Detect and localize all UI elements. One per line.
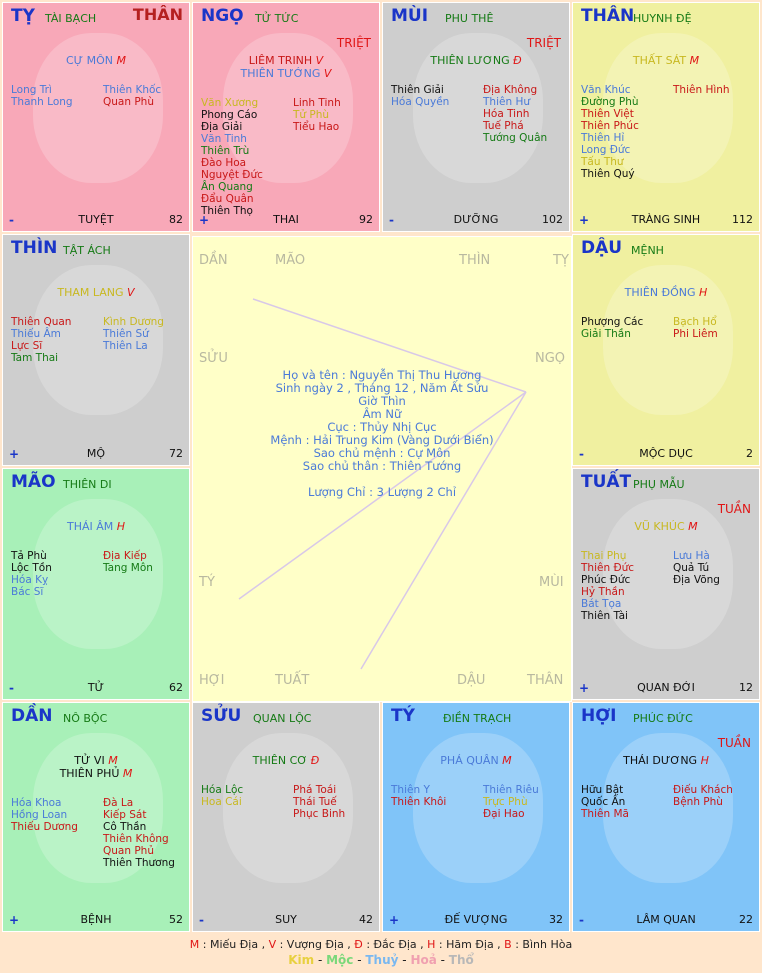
minor-star: Quả Tú — [673, 562, 710, 574]
minor-star: Thiên Y — [391, 784, 430, 796]
minor-star: Quan Phù — [103, 96, 154, 108]
palace-name: SỬU — [201, 706, 242, 726]
palace-hoi — [572, 702, 760, 932]
center-branch-label: TUẤT — [275, 673, 310, 688]
minor-star: Hóa Quyền — [391, 96, 450, 108]
age-number: 52 — [169, 913, 183, 926]
age-number: 22 — [739, 913, 753, 926]
age-number: 42 — [359, 913, 373, 926]
minor-star: Hữu Bật — [581, 784, 624, 796]
age-number: 82 — [169, 213, 183, 226]
yin-yang-sign: + — [579, 213, 590, 227]
minor-stars-right — [673, 316, 718, 340]
minor-star: Bát Tọa — [581, 598, 622, 610]
star-strength-tag: H — [697, 754, 709, 767]
minor-stars-right — [103, 797, 175, 869]
minor-star: Thiên Hỉ — [581, 132, 625, 144]
house-name: NÔ BỘC — [63, 712, 108, 725]
palace-name: THÌN — [11, 238, 58, 258]
major-star — [573, 755, 759, 767]
star-strength-tag: Đ — [307, 754, 320, 767]
palace-name: MÙI — [391, 6, 429, 26]
minor-star: Thiên Quý — [581, 168, 635, 180]
minor-star: Long Đức — [581, 144, 631, 156]
age-number: 112 — [732, 213, 753, 226]
age-number: 72 — [169, 447, 183, 460]
palace-name: NGỌ — [201, 6, 244, 26]
house-name: TỬ TỨC — [255, 12, 299, 25]
legend: M : Miếu Địa , V : Vượng Địa , Đ : Đắc Địa , H : Hãm Địa , B : Bình Hòa — [189, 938, 573, 951]
star-strength-tag: V — [312, 54, 324, 67]
major-star-name: CỰ MÔN — [66, 54, 113, 67]
star-strength-tag: Đ — [509, 54, 522, 67]
life-phase: TỬ — [87, 681, 105, 694]
minor-star: Ân Quang — [201, 181, 253, 193]
separator: - — [353, 953, 366, 967]
than-marker: THÂN — [132, 5, 183, 24]
yin-yang-sign: - — [579, 447, 584, 461]
minor-star: Thiên Giải — [391, 84, 444, 96]
center-branch-label: SỬU — [199, 351, 228, 366]
center-branch-label: THÌN — [459, 253, 491, 268]
palace-name: DẦN — [11, 706, 53, 726]
minor-star: Trực Phù — [483, 796, 528, 808]
minor-stars-left — [581, 316, 643, 340]
major-star-name: THAM LANG — [57, 286, 124, 299]
palace-mao — [2, 468, 190, 700]
age-number: 102 — [542, 213, 563, 226]
life-phase: MỘ — [86, 447, 106, 460]
element-0: Kim — [288, 953, 315, 967]
minor-star: Hóa Tinh — [483, 108, 530, 120]
life-phase: DƯỠNG — [453, 213, 499, 226]
info-line: Âm Nữ — [362, 407, 402, 421]
palace-thin — [2, 234, 190, 466]
separator: - — [314, 953, 327, 967]
age-number: 62 — [169, 681, 183, 694]
minor-star: Kiếp Sát — [103, 809, 147, 821]
minor-star: Văn Khúc — [581, 84, 631, 96]
house-name: TÀI BẠCH — [45, 12, 97, 25]
minor-stars-left — [581, 784, 629, 820]
major-star — [573, 521, 759, 533]
info-line: Sao chủ mệnh : Cự Môn — [313, 446, 451, 460]
minor-stars-left — [201, 97, 263, 217]
palace-tuat — [572, 468, 760, 700]
life-phase: ĐẾ VƯỢNG — [444, 913, 508, 926]
minor-star: Phượng Các — [581, 316, 644, 328]
major-star-name: TỬ VI — [74, 754, 105, 767]
center-branch-label: TÝ — [199, 575, 215, 590]
minor-star: Địa Không — [483, 84, 538, 96]
triet-tuan-marker: TRIỆT — [336, 36, 371, 50]
minor-star: Thiên Không — [103, 833, 169, 845]
house-name: QUAN LỘC — [253, 712, 312, 725]
horoscope-board — [2, 2, 760, 932]
minor-stars-left — [201, 784, 243, 808]
center-branch-label: DẬU — [457, 673, 486, 688]
yin-yang-sign: - — [199, 913, 204, 927]
major-star — [3, 521, 189, 533]
major-star-name: THIÊN CƠ — [252, 754, 308, 767]
minor-star: Linh Tinh — [293, 97, 341, 109]
major-star-name: THIÊN TƯỚNG — [240, 67, 321, 80]
minor-star: Tấu Thư — [581, 156, 624, 168]
minor-stars-right — [103, 550, 153, 574]
age-number: 32 — [549, 913, 563, 926]
info-line: Giờ Thìn — [358, 394, 406, 408]
triet-tuan-marker: TUẦN — [717, 502, 751, 516]
minor-star: Đường Phù — [581, 96, 639, 108]
house-name: TẬT ÁCH — [63, 244, 111, 257]
palace-ty — [2, 2, 190, 232]
major-star-name: THIÊN ĐỒNG — [624, 286, 696, 299]
palace-name: MÃO — [11, 472, 56, 492]
major-star — [193, 55, 379, 67]
house-name: MỆNH — [631, 244, 664, 257]
minor-star: Thiên Hình — [673, 84, 730, 96]
center-branch-label: MÃO — [275, 253, 306, 268]
yin-yang-sign: + — [9, 913, 20, 927]
house-name: ĐIỀN TRẠCH — [443, 712, 512, 725]
element-4: Thổ — [448, 953, 474, 967]
palace-name: TÝ — [391, 706, 415, 726]
minor-stars-right — [293, 97, 341, 133]
star-strength-tag: H — [113, 520, 126, 533]
star-strength-tag: M — [686, 54, 700, 67]
minor-star: Cô Thần — [103, 821, 147, 833]
minor-star: Thiên Hư — [483, 96, 530, 108]
major-star-name: THẤT SÁT — [632, 54, 687, 67]
minor-star: Thiên Quan — [11, 316, 72, 328]
yin-yang-sign: + — [199, 213, 210, 227]
yin-yang-sign: - — [9, 681, 14, 695]
palace-dan — [2, 702, 190, 932]
age-number: 2 — [746, 447, 753, 460]
info-line: Sao chủ thân : Thiên Tướng — [302, 459, 462, 473]
major-star-name: PHÁ QUÂN — [440, 754, 499, 767]
info-line: Sinh ngày 2 , Tháng 12 , Năm Ất Sửu — [275, 381, 489, 395]
palace-name: THÂN — [581, 6, 635, 26]
minor-stars-left — [581, 84, 639, 180]
star-strength-tag: V — [320, 67, 332, 80]
star-strength-tag: H — [695, 286, 708, 299]
minor-star: Thiên Mã — [581, 808, 629, 820]
minor-stars-right — [103, 84, 161, 108]
minor-stars-left — [391, 84, 449, 108]
element-2: Thuỷ — [365, 953, 399, 967]
minor-star: Đẩu Quân — [201, 193, 254, 205]
minor-star: Tử Phù — [293, 109, 330, 121]
life-phase: MỘC DỤC — [639, 447, 693, 460]
yin-yang-sign: + — [389, 913, 400, 927]
life-phase: QUAN ĐỚI — [637, 681, 695, 694]
element-1: Mộc — [326, 953, 354, 967]
minor-stars-left — [11, 550, 52, 598]
minor-star: Hóa Kỵ — [11, 574, 49, 586]
info-line: Lượng Chỉ : 3 Lượng 2 Chỉ — [307, 485, 457, 499]
minor-star: Tiểu Hao — [293, 121, 340, 133]
minor-star: Tam Thai — [11, 352, 59, 364]
major-star-name: THÁI ÂM — [66, 520, 114, 533]
minor-stars-right — [483, 84, 547, 144]
minor-star: Văn Tinh — [201, 133, 247, 145]
minor-star: Nguyệt Đức — [201, 169, 263, 181]
minor-star: Lực Sĩ — [11, 340, 43, 352]
minor-star: Thiên Khôi — [391, 796, 447, 808]
minor-star: Tuế Phá — [483, 120, 524, 132]
palace-name: TỴ — [11, 6, 35, 26]
minor-stars-right — [483, 784, 539, 820]
minor-star: Thiên Đức — [581, 562, 635, 574]
major-star — [573, 55, 759, 67]
major-star — [3, 755, 189, 767]
minor-star: Địa Võng — [673, 574, 720, 586]
center-branch-label: TỴ — [553, 253, 569, 268]
minor-star: Giải Thần — [581, 328, 631, 340]
star-strength-tag: M — [684, 520, 698, 533]
minor-star: Địa Kiếp — [103, 550, 147, 562]
palace-name: TUẤT — [581, 472, 632, 492]
house-name: HUYNH ĐỆ — [633, 12, 692, 25]
minor-star: Tả Phù — [11, 550, 47, 562]
major-star — [193, 68, 379, 80]
major-star — [193, 755, 379, 767]
minor-star: Thiên Tài — [581, 610, 628, 622]
star-strength-tag: M — [113, 54, 126, 67]
yin-yang-sign: + — [9, 447, 20, 461]
minor-star: Tang Môn — [103, 562, 153, 574]
minor-star: Phục Binh — [293, 808, 346, 820]
minor-star: Hồng Loan — [11, 809, 68, 821]
minor-star: Đại Hao — [483, 808, 525, 820]
minor-star: Thanh Long — [11, 96, 73, 108]
age-number: 12 — [739, 681, 753, 694]
minor-star: Điếu Khách — [673, 784, 733, 796]
minor-star: Hóa Khoa — [11, 797, 62, 809]
major-star — [3, 287, 189, 299]
minor-star: Thiên Trù — [201, 145, 250, 157]
minor-star: Quốc Ấn — [581, 796, 626, 808]
life-phase: TRÀNG SINH — [631, 213, 701, 226]
house-name: PHÚC ĐỨC — [633, 712, 693, 725]
minor-star: Thiên Khốc — [103, 84, 162, 96]
center-branch-label: MÙI — [539, 575, 564, 590]
palace-suu — [192, 702, 380, 932]
life-phase: TUYỆT — [78, 213, 114, 226]
major-star — [383, 55, 569, 67]
life-phase: THAI — [273, 213, 299, 226]
triet-tuan-marker: TUẦN — [717, 736, 751, 750]
minor-stars-right — [673, 550, 720, 586]
minor-star: Kình Dương — [103, 316, 164, 328]
minor-star: Đà La — [103, 797, 134, 809]
center-branch-label: NGỌ — [535, 351, 566, 366]
minor-star: Phúc Đức — [581, 574, 631, 586]
center-panel — [192, 236, 572, 702]
minor-star: Phá Toái — [293, 784, 337, 796]
palace-mui — [382, 2, 570, 232]
life-phase: BỆNH — [80, 913, 112, 926]
minor-star: Thiên Việt — [581, 108, 634, 120]
minor-star: Hoa Cái — [201, 796, 242, 808]
minor-stars-left — [11, 797, 78, 833]
minor-stars-right — [293, 784, 345, 820]
minor-star: Hóa Lộc — [201, 784, 244, 796]
center-branch-label: DẦN — [199, 253, 228, 268]
center-branch-label: THÂN — [527, 673, 564, 688]
minor-star: Quan Phủ — [103, 845, 154, 857]
minor-stars-left — [11, 316, 71, 364]
palace-name: HỢI — [581, 706, 617, 726]
minor-star: Văn Xương — [201, 97, 259, 109]
palace-ty2 — [382, 702, 570, 932]
major-star — [3, 768, 189, 780]
minor-star: Thiên Phúc — [581, 120, 639, 132]
minor-star: Bác Sĩ — [11, 586, 44, 598]
minor-star: Đào Hoa — [201, 157, 247, 169]
minor-star: Tướng Quân — [483, 132, 548, 144]
separator: - — [398, 953, 411, 967]
palace-ngo — [192, 2, 380, 232]
center-branch-label: HỢI — [199, 673, 225, 688]
minor-star: Thai Phụ — [581, 550, 627, 562]
minor-star: Thiên Riêu — [483, 784, 539, 796]
major-star-name: THIÊN LƯƠNG — [430, 54, 510, 67]
minor-star: Hỷ Thần — [581, 586, 625, 598]
yin-yang-sign: - — [9, 213, 14, 227]
elements-legend — [0, 953, 762, 967]
element-3: Hoả — [410, 953, 437, 967]
major-star-name: LIÊM TRINH — [248, 54, 313, 67]
minor-star: Long Trì — [11, 84, 52, 96]
major-star-name: THIÊN PHỦ — [59, 767, 120, 780]
minor-star: Thiên Thương — [103, 857, 175, 869]
minor-star: Thiếu Âm — [11, 328, 61, 340]
info-line: Họ và tên : Nguyễn Thị Thu Hương — [282, 368, 482, 382]
major-star-name: VŨ KHÚC — [634, 520, 685, 533]
house-name: PHỤ MẪU — [633, 478, 685, 491]
life-phase: LÂM QUAN — [636, 913, 696, 926]
minor-star: Phi Liêm — [673, 328, 718, 340]
separator: - — [436, 953, 449, 967]
life-phase: SUY — [275, 913, 297, 926]
minor-star: Thái Tuế — [293, 796, 337, 808]
yin-yang-sign: - — [389, 213, 394, 227]
minor-star: Bạch Hổ — [673, 316, 717, 328]
major-star — [383, 755, 569, 767]
minor-star: Địa Giải — [201, 121, 243, 133]
minor-stars-left — [581, 550, 634, 622]
star-strength-tag: V — [123, 286, 135, 299]
minor-star: Thiên La — [103, 340, 148, 352]
minor-stars-right — [673, 784, 733, 808]
yin-yang-sign: - — [579, 913, 584, 927]
palace-dau — [572, 234, 760, 466]
palace-name: DẬU — [581, 238, 623, 258]
house-name: PHU THÊ — [445, 12, 494, 25]
minor-star: Bệnh Phù — [673, 796, 723, 808]
yin-yang-sign: + — [579, 681, 590, 695]
info-line: Cục : Thủy Nhị Cục — [327, 420, 437, 434]
major-star-name: THÁI DƯƠNG — [623, 754, 698, 767]
minor-star: Thiên Thọ — [201, 205, 253, 217]
minor-stars-left — [11, 84, 73, 108]
minor-star: Lưu Hà — [673, 550, 710, 562]
minor-star: Thiên Sứ — [103, 328, 149, 340]
star-strength-tag: M — [119, 767, 133, 780]
person-info — [193, 369, 571, 499]
minor-stars-right — [673, 84, 730, 96]
star-strength-tag: M — [498, 754, 512, 767]
minor-star: Phong Cáo — [201, 109, 258, 121]
minor-star: Thiếu Dương — [11, 821, 78, 833]
major-star — [573, 287, 759, 299]
minor-star: Lộc Tồn — [11, 562, 52, 574]
minor-stars-right — [103, 316, 164, 352]
info-line: Mệnh : Hải Trung Kim (Vàng Dưới Biển) — [270, 433, 494, 447]
star-strength-tag: M — [104, 754, 118, 767]
house-name: THIÊN DI — [63, 478, 112, 491]
triet-tuan-marker: TRIỆT — [526, 36, 561, 50]
minor-stars-left — [391, 784, 446, 808]
palace-than — [572, 2, 760, 232]
age-number: 92 — [359, 213, 373, 226]
major-star — [3, 55, 189, 67]
